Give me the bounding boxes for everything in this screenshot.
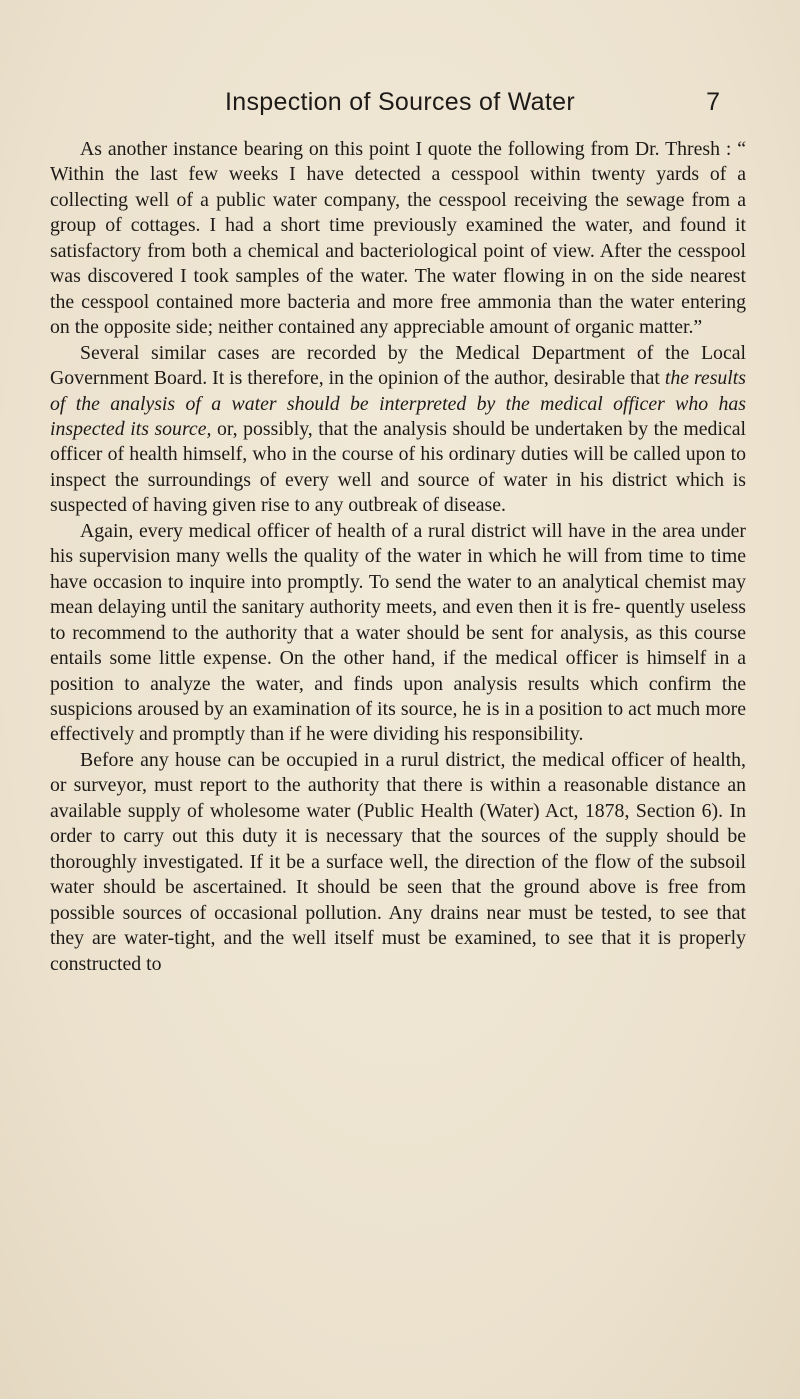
paragraph-2-text-end: or, possibly, that the analysis should be undertaken by the medical officer of health himself, who in the course of his ordinary duties will be called upon to inspect the surroundings of every well and source of water in his district which is suspected of having given rise to any outbreak of disease. (50, 417, 746, 517)
page-number: 7 (706, 88, 720, 116)
page-header (0, 84, 800, 124)
paragraph-4: Before any house can be occupied in a rurul district, the medical officer of health, or surveyor, must report to the authority that there is within a reasonable distance an available supply of wholesome water (Public Health (Water) Act, 1878, Section 6). In order to carry out this duty it is necessary that the sources of the supply should be thoroughly investigated. If it be a surface well, the direction of the flow of the subsoil water should be ascertained. It should be seen that the ground above is free from possible sources of occasional pollution. Any drains near must be tested, to see that they are water-tight, and the well itself must be examined, to see that it is properly constructed to (50, 748, 746, 975)
paragraph-2-italic-text: the results of the analysis of a water should be interpreted by the medical officer who has inspected its source, (50, 367, 746, 440)
paragraph-3: Again, every medical officer of health of a rural district will have in the area under his supervision many wells the quality of the water in which he will from time to time have occasion to inquire into promptly. To send the water to an analytical chemist may mean delaying until the sanitary authority meets, and even then it is fre- quently useless to recommend to the authority that a water should be sent for analysis, as this course entails some little expense. On the other hand, if the medical officer is himself in a position to analyze the water, and finds upon analysis results which confirm the suspicions aroused by an examination of its source, he is in a position to act much more effectively and promptly than if he were dividing his responsibility. (50, 519, 746, 746)
paragraph-1: As another instance bearing on this point I quote the following from Dr. Thresh : “ Within the last few weeks I have detected a cesspool within twenty yards of a collecting well of a public water company, the cesspool receiving the sewage from a group of cottages. I had a short time previously examined the water, and found it satisfactory from both a chemical and bacteriological point of view. After the cesspool was discovered I took samples of the water. The water flowing in on the side nearest the cesspool contained more bacteria and more free ammonia than the water entering on the opposite side; neither contained any appreciable amount of organic matter.” (50, 138, 746, 339)
paragraph-2 (50, 341, 746, 519)
running-head: Inspection of Sources of Water (225, 88, 575, 116)
body-text (50, 137, 746, 977)
paragraph-2-text: Several similar cases are recorded by the Medical Department of the Local Government Board. It is therefore, in the opinion of the author, desirable that (50, 341, 746, 390)
